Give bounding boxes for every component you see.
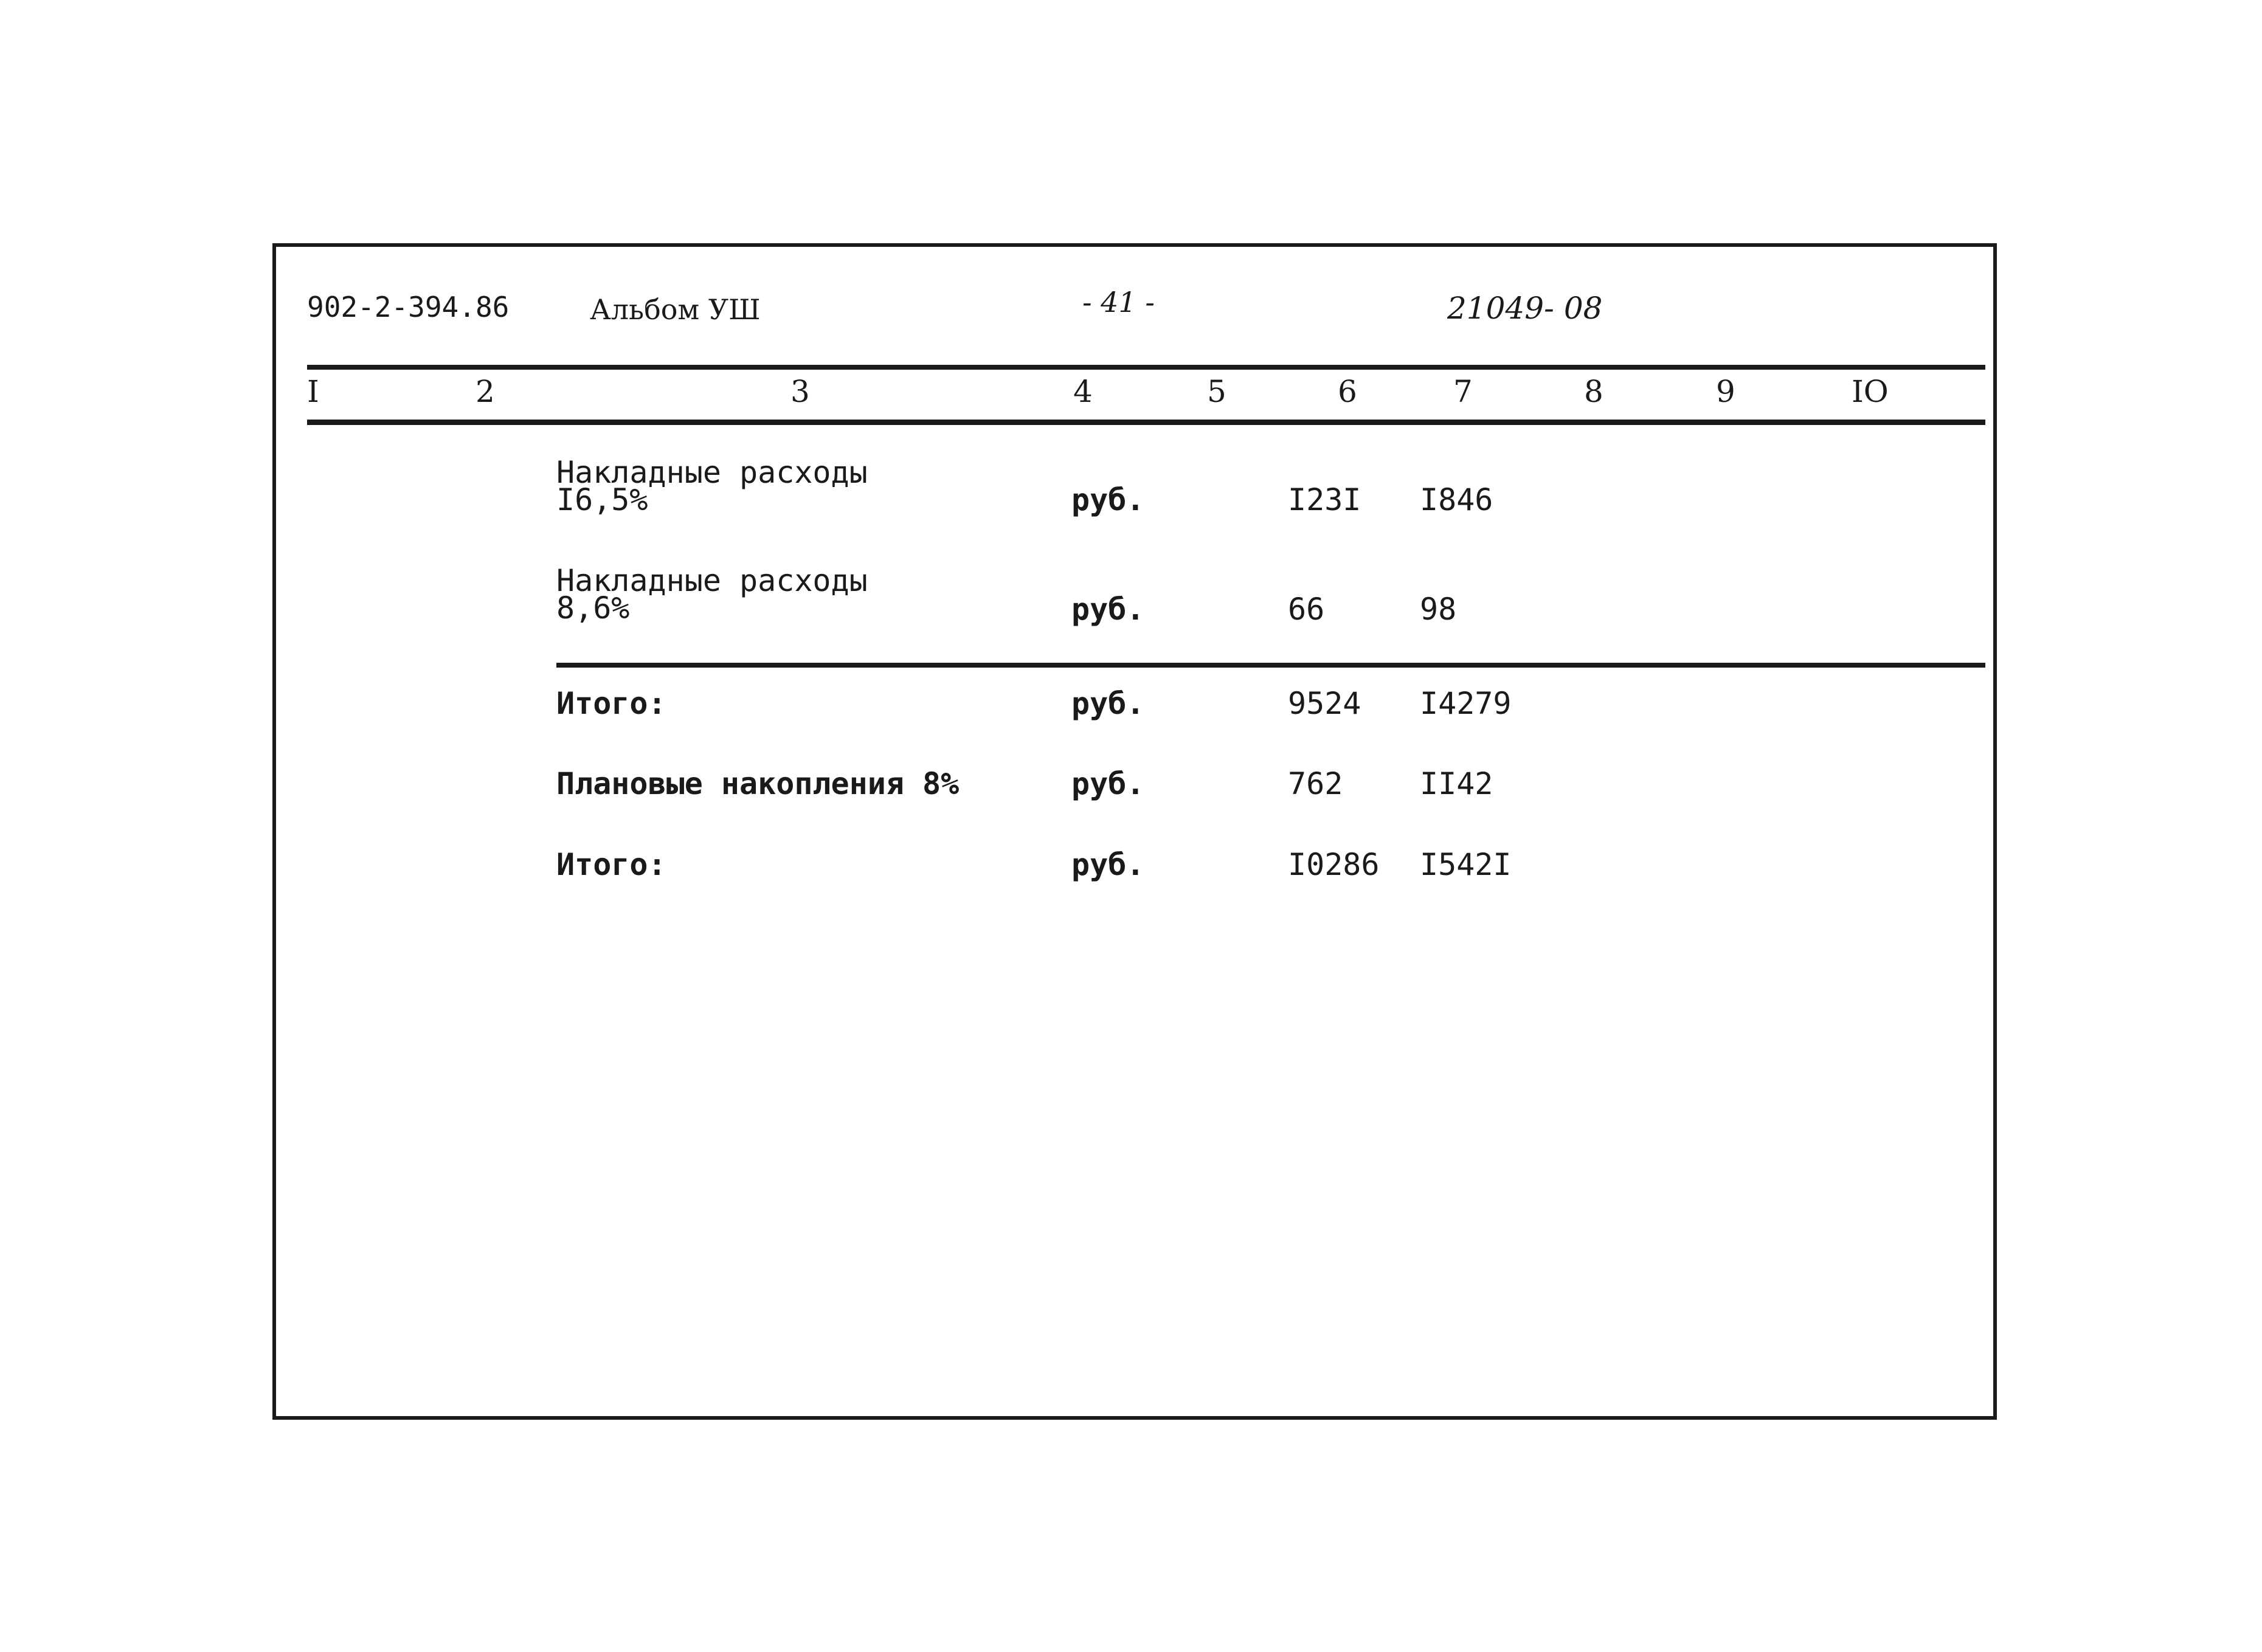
column-number-9: 9 bbox=[1716, 374, 1735, 409]
row-5-col7: I542I bbox=[1420, 847, 1512, 882]
row-1-unit: руб. bbox=[1071, 482, 1145, 517]
album-label: Альбом УШ bbox=[590, 293, 761, 326]
row-4-unit: руб. bbox=[1071, 766, 1145, 801]
row-5-description: Итого: bbox=[556, 847, 666, 882]
row-3-description: Итого: bbox=[556, 686, 666, 721]
row-2-col6: 66 bbox=[1288, 592, 1325, 627]
ref-number: 21049- 08 bbox=[1447, 291, 1603, 326]
column-number-4: 4 bbox=[1073, 374, 1093, 409]
row-2-description-line2: 8,6% bbox=[556, 590, 630, 626]
row-2-description-line1: Накладные расходы bbox=[556, 563, 868, 598]
column-number-5: 5 bbox=[1207, 374, 1226, 409]
doc-code: 902-2-394.86 bbox=[307, 291, 510, 323]
row-1-description-line2: I6,5% bbox=[556, 482, 648, 517]
row-5-col6: I0286 bbox=[1288, 847, 1380, 882]
row-3-unit: руб. bbox=[1071, 686, 1145, 721]
row-4-description: Плановые накопления 8% bbox=[556, 766, 960, 801]
header-rule-bottom bbox=[307, 420, 1985, 425]
column-number-7: 7 bbox=[1453, 374, 1473, 409]
column-number-3: 3 bbox=[790, 374, 810, 409]
column-number-8: 8 bbox=[1584, 374, 1603, 409]
subtotal-rule bbox=[556, 663, 1985, 668]
row-4-col7: II42 bbox=[1420, 766, 1493, 801]
row-3-col7: I4279 bbox=[1420, 686, 1512, 721]
row-5-unit: руб. bbox=[1071, 847, 1145, 882]
row-1-col7: I846 bbox=[1420, 482, 1493, 517]
row-1-col6: I23I bbox=[1288, 482, 1361, 517]
page-number: - 41 - bbox=[1082, 286, 1155, 319]
row-2-unit: руб. bbox=[1071, 592, 1145, 627]
column-number-10: IO bbox=[1852, 374, 1889, 409]
header-rule-top bbox=[307, 365, 1985, 370]
row-1-description-line1: Накладные расходы bbox=[556, 455, 868, 490]
column-number-6: 6 bbox=[1338, 374, 1357, 409]
row-2-col7: 98 bbox=[1420, 592, 1457, 627]
row-3-col6: 9524 bbox=[1288, 686, 1361, 721]
column-number-2: 2 bbox=[476, 374, 495, 409]
column-number-1: I bbox=[307, 374, 319, 409]
row-4-col6: 762 bbox=[1288, 766, 1343, 801]
